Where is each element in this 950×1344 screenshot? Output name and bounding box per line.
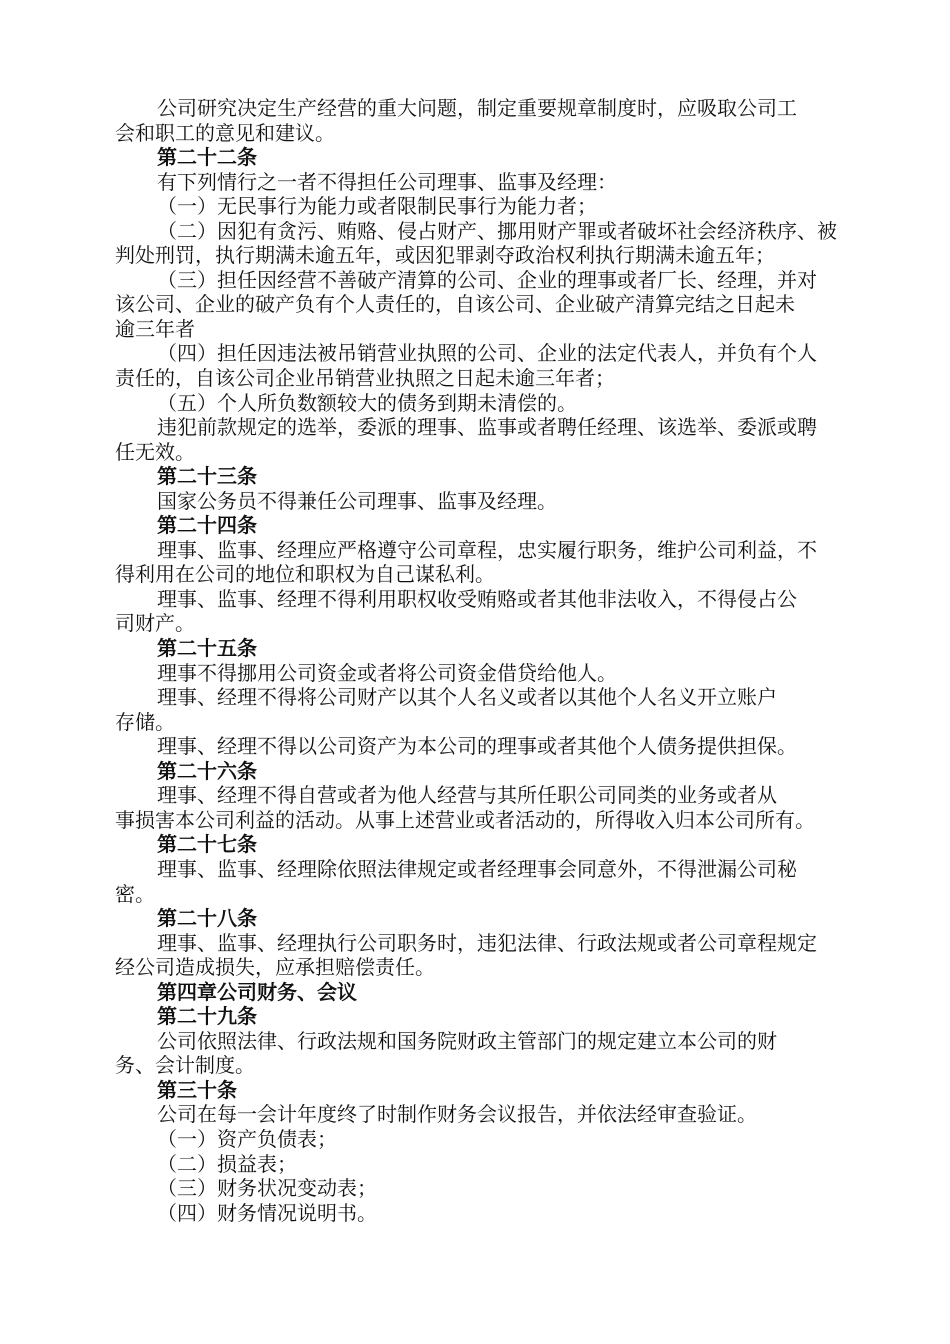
article-heading: 第二十八条: [157, 906, 257, 931]
paragraph: [115, 931, 865, 980]
paragraph-line: 存储。: [115, 709, 175, 734]
paragraph-line: 理事、监事、经理不得利用职权收受贿赂或者其他非法收入，不得侵占公: [157, 586, 797, 611]
paragraph-line: （三）担任因经营不善破产清算的公司、企业的理事或者厂长、经理，并对: [157, 267, 817, 292]
paragraph: [115, 170, 865, 195]
paragraph-line: 理事、监事、经理应严格遵守公司章程，忠实履行职务，维护公司利益，不: [157, 537, 817, 562]
paragraph-line: 得利用在公司的地位和职权为自己谋私利。: [115, 562, 495, 587]
paragraph-line: （三）财务状况变动表；: [157, 1176, 377, 1201]
paragraph-line: 判处刑罚，执行期满未逾五年，或因犯罪剥夺政治权利执行期满未逾五年；: [115, 243, 775, 268]
paragraph-line: 务、会计制度。: [115, 1053, 255, 1078]
paragraph-line: 经公司造成损失，应承担赔偿责任。: [115, 955, 435, 980]
paragraph: [115, 96, 865, 145]
paragraph: [115, 391, 865, 416]
article-heading: 第三十条: [157, 1077, 237, 1102]
paragraph-line: （一）无民事行为能力或者限制民事行为能力者；: [157, 194, 597, 219]
paragraph: [115, 587, 865, 636]
paragraph-line: 公司研究决定生产经营的重大问题，制定重要规章制度时，应吸取公司工: [157, 96, 797, 120]
article-heading: 第二十九条: [157, 1004, 257, 1029]
paragraph-line: 任无效。: [115, 439, 195, 464]
paragraph: [115, 685, 865, 734]
article-heading: 第二十四条: [157, 513, 257, 538]
document-body: [115, 96, 865, 1225]
paragraph: [115, 1201, 865, 1226]
paragraph: [115, 1176, 865, 1201]
paragraph-line: （一）资产负债表；: [157, 1126, 337, 1151]
paragraph-line: 会和职工的意见和建议。: [115, 120, 335, 145]
paragraph: [115, 783, 865, 832]
article-heading: 第四章公司财务、会议: [157, 979, 357, 1004]
paragraph: [115, 415, 865, 464]
article-heading: 第二十三条: [157, 464, 257, 489]
paragraph-line: 该公司、企业的破产负有个人责任的，自该公司、企业破产清算完结之日起未: [115, 292, 795, 317]
paragraph: [115, 219, 865, 268]
paragraph-line: 司财产。: [115, 611, 195, 636]
paragraph-line: 违犯前款规定的选举，委派的理事、监事或者聘任经理、该选举、委派或聘: [157, 415, 817, 440]
paragraph: [115, 538, 865, 587]
paragraph-line: 理事、经理不得自营或者为他人经营与其所任职公司同类的业务或者从: [157, 783, 777, 808]
paragraph-line: 理事不得挪用公司资金或者将公司资金借贷给他人。: [157, 660, 617, 685]
paragraph-line: 逾三年者: [115, 316, 195, 341]
article-heading: 第二十二条: [157, 145, 257, 170]
paragraph-line: （二）因犯有贪污、贿赂、侵占财产、挪用财产罪或者破坏社会经济秩序、被: [157, 218, 837, 243]
paragraph-line: 理事、经理不得以公司资产为本公司的理事或者其他个人债务提供担保。: [157, 734, 797, 759]
paragraph: [115, 734, 865, 759]
paragraph: [115, 194, 865, 219]
document-page: [115, 96, 865, 1225]
paragraph-line: 密。: [115, 881, 155, 906]
paragraph-line: 理事、监事、经理执行公司职务时，违犯法律、行政法规或者公司章程规定: [157, 930, 817, 955]
paragraph-line: 公司依照法律、行政法规和国务院财政主管部门的规定建立本公司的财: [157, 1028, 777, 1053]
paragraph: [115, 1102, 865, 1127]
paragraph-line: 公司在每一会计年度终了时制作财务会议报告，并依法经审查验证。: [157, 1102, 757, 1127]
paragraph: [115, 857, 865, 906]
paragraph-line: 事损害本公司利益的活动。从事上述营业或者活动的，所得收入归本公司所有。: [115, 807, 815, 832]
paragraph-line: 有下列情行之一者不得担任公司理事、监事及经理：: [157, 169, 617, 194]
paragraph: [115, 1127, 865, 1152]
paragraph: [115, 1152, 865, 1177]
article-heading: 第二十六条: [157, 758, 257, 783]
article-heading: 第二十七条: [157, 832, 257, 857]
paragraph: [115, 341, 865, 390]
paragraph-line: （二）损益表；: [157, 1151, 297, 1176]
paragraph-line: 理事、监事、经理除依照法律规定或者经理事会同意外，不得泄漏公司秘: [157, 856, 797, 881]
paragraph: [115, 1029, 865, 1078]
paragraph-line: 国家公务员不得兼任公司理事、监事及经理。: [157, 488, 557, 513]
article-heading: 第二十五条: [157, 636, 257, 661]
paragraph-line: （四）担任因违法被吊销营业执照的公司、企业的法定代表人，并负有个人: [157, 341, 817, 366]
paragraph: [115, 268, 865, 342]
paragraph-line: （五）个人所负数额较大的债务到期未清偿的。: [157, 390, 577, 415]
paragraph: [115, 661, 865, 686]
paragraph: [115, 489, 865, 514]
paragraph-line: （四）财务情况说明书。: [157, 1200, 377, 1225]
paragraph-line: 理事、经理不得将公司财产以其个人名义或者以其他个人名义开立账户: [157, 685, 777, 710]
paragraph-line: 责任的，自该公司企业吊销营业执照之日起未逾三年者；: [115, 366, 615, 391]
